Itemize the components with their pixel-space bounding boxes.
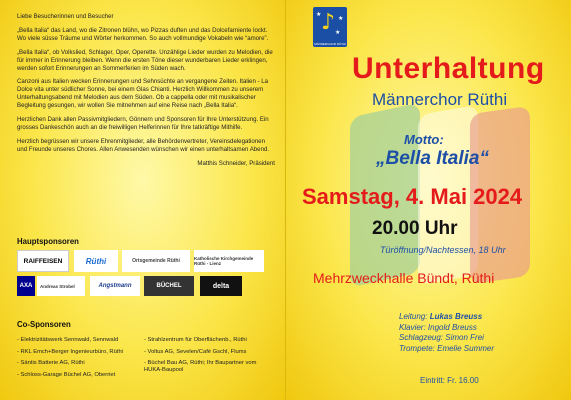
star-icon: ★ bbox=[316, 12, 322, 18]
greeting: Liebe Besucherinnen und Besucher bbox=[17, 13, 114, 20]
logo-caption: MÄNNERCHOR RÜTHI bbox=[314, 42, 346, 46]
doors-open: Türöffnung/Nachtessen, 18 Uhr bbox=[380, 245, 506, 255]
credit-line: Trompete: Emelie Summer bbox=[399, 343, 495, 353]
event-title: Unterhaltung bbox=[352, 52, 545, 85]
credits bbox=[399, 312, 494, 354]
axa-logo: AXA bbox=[17, 276, 35, 296]
raiffeisen-logo: RAIFFEISEN bbox=[17, 250, 69, 272]
delta-logo: delta bbox=[200, 276, 242, 296]
ruthi-logo: Rüthi bbox=[74, 250, 118, 272]
paragraph-3: Canzoni aus Italien wecken Erinnerungen und Sehnsüchte an vergangene Zeiten. Italien - La Dolce vita unter südlicher Sonne, bei einem Glas Chianti. Herzlich Willkommen zu unserem Unterhaltungsabend mit Melodien aus dem Süden. Ob a cappella oder mit musikalischer Begleitung gesungen, wir wollen Sie mitnehmen auf eine Reise nach „Bella Italia“. bbox=[17, 78, 269, 110]
paragraph-2: „Bella Italia“, ob Volkslied, Schlager, Oper, Operette. Unzählige Lieder wurden zu Melodien, die für immer in Erinnerung bleiben. Wenn die ersten Töne dieser wunderbaren Lieder erklingen, werden sofort Erinnerungen an Sommerferien im Süden wach. bbox=[17, 48, 273, 72]
cosponsor-item: - Büchel Bau AG, Rüthi; Ihr Baupartner vom HUKA-Baupool bbox=[144, 360, 257, 373]
cosponsors-column-2 bbox=[144, 337, 269, 379]
credit-line: Klavier: Ingold Breuss bbox=[399, 322, 477, 332]
welcome-letter bbox=[17, 13, 275, 174]
kirchgemeinde-logo: Katholische Kirchgemeinde Rüthi - Lienz bbox=[194, 250, 264, 272]
signature: Matthis Schneider, Präsident bbox=[197, 159, 275, 167]
cosponsors-column-1 bbox=[17, 337, 142, 383]
cosponsor-item: - Schloss-Garage Büchel AG, Oberriet bbox=[17, 371, 116, 378]
buechel-logo: BÜCHEL bbox=[144, 276, 194, 296]
paragraph-1: „Bella Italia“ das Land, wo die Zitronen blühn, wo Pizzas duften und das Dolcefarniente lockt. Wo viele süsse Träume und Wörter herkommen. So auch vollmundige Vokabeln wie “amore”. bbox=[17, 26, 269, 42]
cosponsor-item: - Voltus AG, Sevelen/Café Gschl, Flums bbox=[144, 348, 247, 355]
star-icon: ★ bbox=[335, 30, 341, 36]
ortsgemeinde-logo: Ortsgemeinde Rüthi bbox=[122, 250, 190, 272]
event-date: Samstag, 4. Mai 2024 bbox=[302, 184, 523, 209]
sponsors-heading: Hauptsponsoren bbox=[17, 237, 79, 246]
motto-label: Motto: bbox=[404, 132, 444, 147]
cosponsor-item: - Säntis Batterie AG, Rüthi bbox=[17, 360, 85, 366]
paragraph-4: Herzlichen Dank allen Passivmitgliedern, Gönnern und Sponsoren für Ihre Unterstützung. Ein grosses Dankeschön auch an die freiwilligen Helferinnen für Ihre tatkräftige Mithilfe. bbox=[17, 116, 269, 131]
choir-name: Männerchor Rüthi bbox=[372, 90, 508, 109]
choir-logo bbox=[313, 7, 347, 47]
music-note-icon: ♪ bbox=[321, 10, 336, 35]
cosponsor-item: - Strahlzentrum für Oberflächenb., Rüthi bbox=[144, 337, 247, 343]
cosponsors-heading: Co-Sponsoren bbox=[17, 320, 71, 329]
credit-line: Leitung: Lukas Breuss bbox=[399, 312, 483, 321]
entry-price: Eintritt: Fr. 16.00 bbox=[420, 376, 479, 385]
page-fold bbox=[285, 0, 286, 400]
event-time: 20.00 Uhr bbox=[372, 218, 458, 239]
strobel-logo: Andreas Strobel bbox=[37, 276, 85, 296]
motto-text: „Bella Italia“ bbox=[376, 148, 489, 169]
angstmann-logo: Angstmann bbox=[90, 276, 140, 296]
star-icon: ★ bbox=[338, 16, 344, 22]
credit-line: Schlagzeug: Simon Frei bbox=[399, 333, 484, 342]
paragraph-5: Herzlich begrüssen wir unsere Ehrenmitglieder, alle Behördenvertreter, Vereinsdelegationen und Freunde unseres Chores. Allen Anwesenden wünschen wir einen unterhaltsamen Abend. bbox=[17, 137, 270, 153]
cosponsor-item: - RKL Emch+Berger Ingenieurbüro, Rüthi bbox=[17, 348, 123, 355]
venue: Mehrzweckhalle Bündt, Rüthi bbox=[313, 270, 495, 286]
cosponsor-item: - Elektrizitätswerk Sennwald, Sennwald bbox=[17, 337, 119, 343]
